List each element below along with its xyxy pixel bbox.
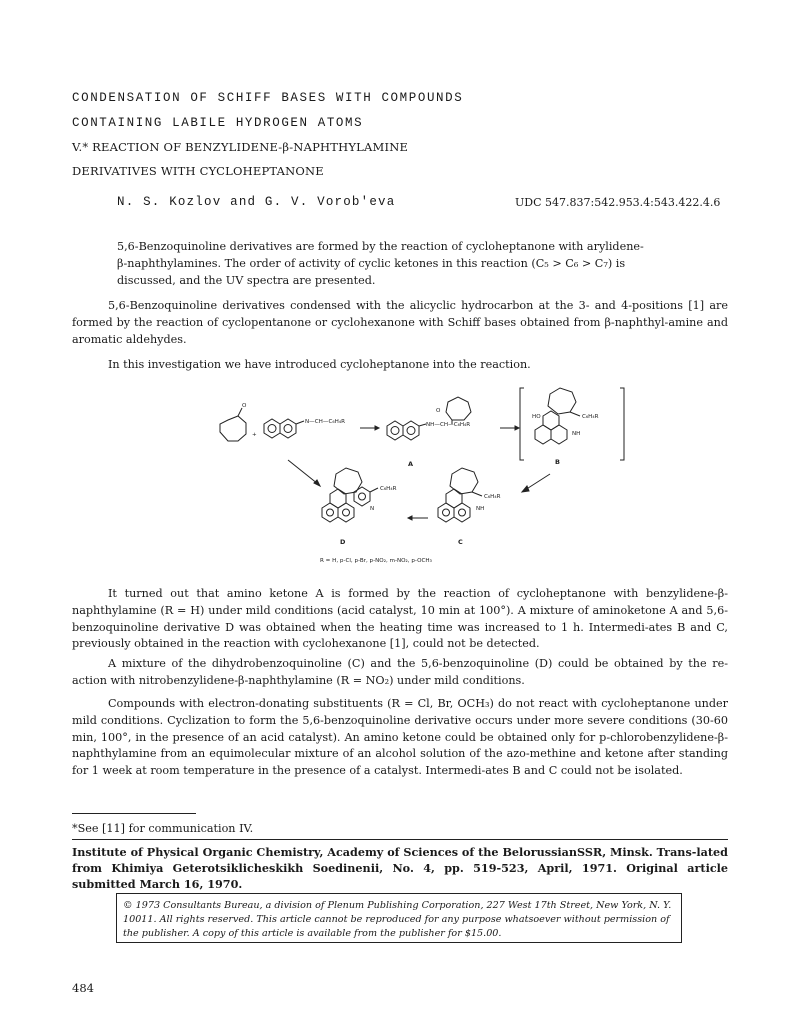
label-D: D <box>340 538 346 546</box>
C-substituent: C₆H₄R <box>484 494 501 500</box>
paragraph-amino-ketone: It turned out that amino ketone A is formed by the reaction of cycloheptanone with benzylidene-β-naphthylamine (R = H) under mild conditions (acid catalyst, 10 min at 100°). A mixture of aminoketone A and 5,6-benzoquinoline derivative D was obtained when the heating time was increased to 1 h. Intermedi-ates B and C, previously obtained in the reaction with cyclohexanone [1], could not be detected. <box>72 587 728 651</box>
abstract-line-3: discussed, and the UV spectra are presented. <box>117 273 376 287</box>
D-nitrogen: N <box>370 506 375 512</box>
compound-C-structure <box>438 468 501 546</box>
abstract-line-2: β-naphthylamines. The order of activity of cyclic ketones in this reaction (C₅ > C₆ > C₇) is <box>117 256 626 270</box>
label-A: A <box>408 460 414 468</box>
arrow-to-D <box>288 460 318 484</box>
D-substituent: C₆H₄R <box>380 486 397 492</box>
ketone-oxygen: O <box>242 403 247 409</box>
abstract <box>117 239 727 289</box>
authors: N. S. Kozlov and G. V. Vorob'eva <box>117 195 396 209</box>
title-line-3: V.* REACTION OF BENZYLIDENE-β-NAPHTHYLAMINE <box>72 140 409 154</box>
title-line-4: DERIVATIVES WITH CYCLOHEPTANONE <box>72 164 324 178</box>
B-NH: NH <box>572 431 581 437</box>
C-NH: NH <box>476 506 485 512</box>
title-line-1: CONDENSATION OF SCHIFF BASES WITH COMPOUNDS <box>72 91 464 105</box>
arrow-B-to-C <box>525 474 550 490</box>
copyright-text: © 1973 Consultants Bureau, a division of Plenum Publishing Corporation, 227 West 17th Street, New York, N. Y. 10011. All rights reserved. This article cannot be reproduced for any purpose whatsoever without permission of the publisher. A copy of this article is available from the publisher for $15.00. <box>123 900 672 939</box>
reaction-scheme <box>200 380 680 570</box>
label-B: B <box>555 458 560 466</box>
paragraph-electron-donating: Compounds with electron-donating substituents (R = Cl, Br, OCH₃) do not react with cycloheptanone under mild conditions. Cyclization to form the 5,6-benzoquinoline derivative occurs under more severe conditions (30-60 min, 100°, in the presence of an acid catalyst). An amino ketone could be obtained only for p-chlorobenzylidene-β-naphthylamine from an equimolecular mixture of an alcohol solution of the azo-methine and ketone after standing for 1 week at room temperature in the presence of a catalyst. Intermedi-ates B and C could not be isolated. <box>72 697 728 778</box>
plus-sign: + <box>252 432 257 438</box>
paragraph-investigation: In this investigation we have introduced cycloheptanone into the reaction. <box>108 358 531 371</box>
title-line-2: CONTAINING LABILE HYDROGEN ATOMS <box>72 116 364 130</box>
paragraph-mixture: A mixture of the dihydrobenzoquinoline (C) and the 5,6-benzoquinoline (D) could be obtained by the re-action with nitrobenzylidene-β-naphthylamine (R = NO₂) under mild conditions. <box>72 657 728 687</box>
r-substituent-list: R = H, p-Cl, p-Br, p-NO₂, m-NO₂, p-OCH₃ <box>320 558 432 564</box>
B-hydroxyl: HO <box>532 414 541 420</box>
B-substituent: C₆H₄R <box>582 414 599 420</box>
A-oxygen: O <box>436 408 441 414</box>
footnote-rule <box>72 813 196 814</box>
cycloheptanone-structure <box>220 403 247 441</box>
copyright-box <box>116 893 682 943</box>
institute-note: Institute of Physical Organic Chemistry, Academy of Sciences of the BelorussianSSR, Minsk. Trans-lated from Khimiya Geterotsiklicheskikh Soedinenii, No. 4, pp. 519-523, April, 1971. Original article submitted March 16, 1970. <box>72 845 728 891</box>
schiff-base-structure <box>264 419 345 438</box>
udc-code: UDC 547.837:542.953.4:543.422.4.6 <box>515 196 721 209</box>
A-chain: NH—CH—C₆H₄R <box>426 422 471 428</box>
schiff-chain: N—CH—C₆H₄R <box>305 419 345 425</box>
footnote-star: *See [11] for communication IV. <box>72 822 254 835</box>
compound-B-structure <box>532 388 599 466</box>
institute-rule <box>72 839 728 840</box>
compound-A-structure <box>387 397 471 468</box>
compound-D-structure <box>322 468 397 546</box>
abstract-line-1: 5,6-Benzoquinoline derivatives are formed by the reaction of cycloheptanone with arylidene- <box>117 240 644 253</box>
page-number: 484 <box>72 981 94 995</box>
label-C: C <box>458 538 463 546</box>
paragraph-intro: 5,6-Benzoquinoline derivatives condensed with the alicyclic hydrocarbon at the 3- and 4-positions [1] are formed by the reaction of cyclopentanone or cyclohexanone with Schiff bases obtained from β-naphthyl-amine and aromatic aldehydes. <box>72 299 728 346</box>
